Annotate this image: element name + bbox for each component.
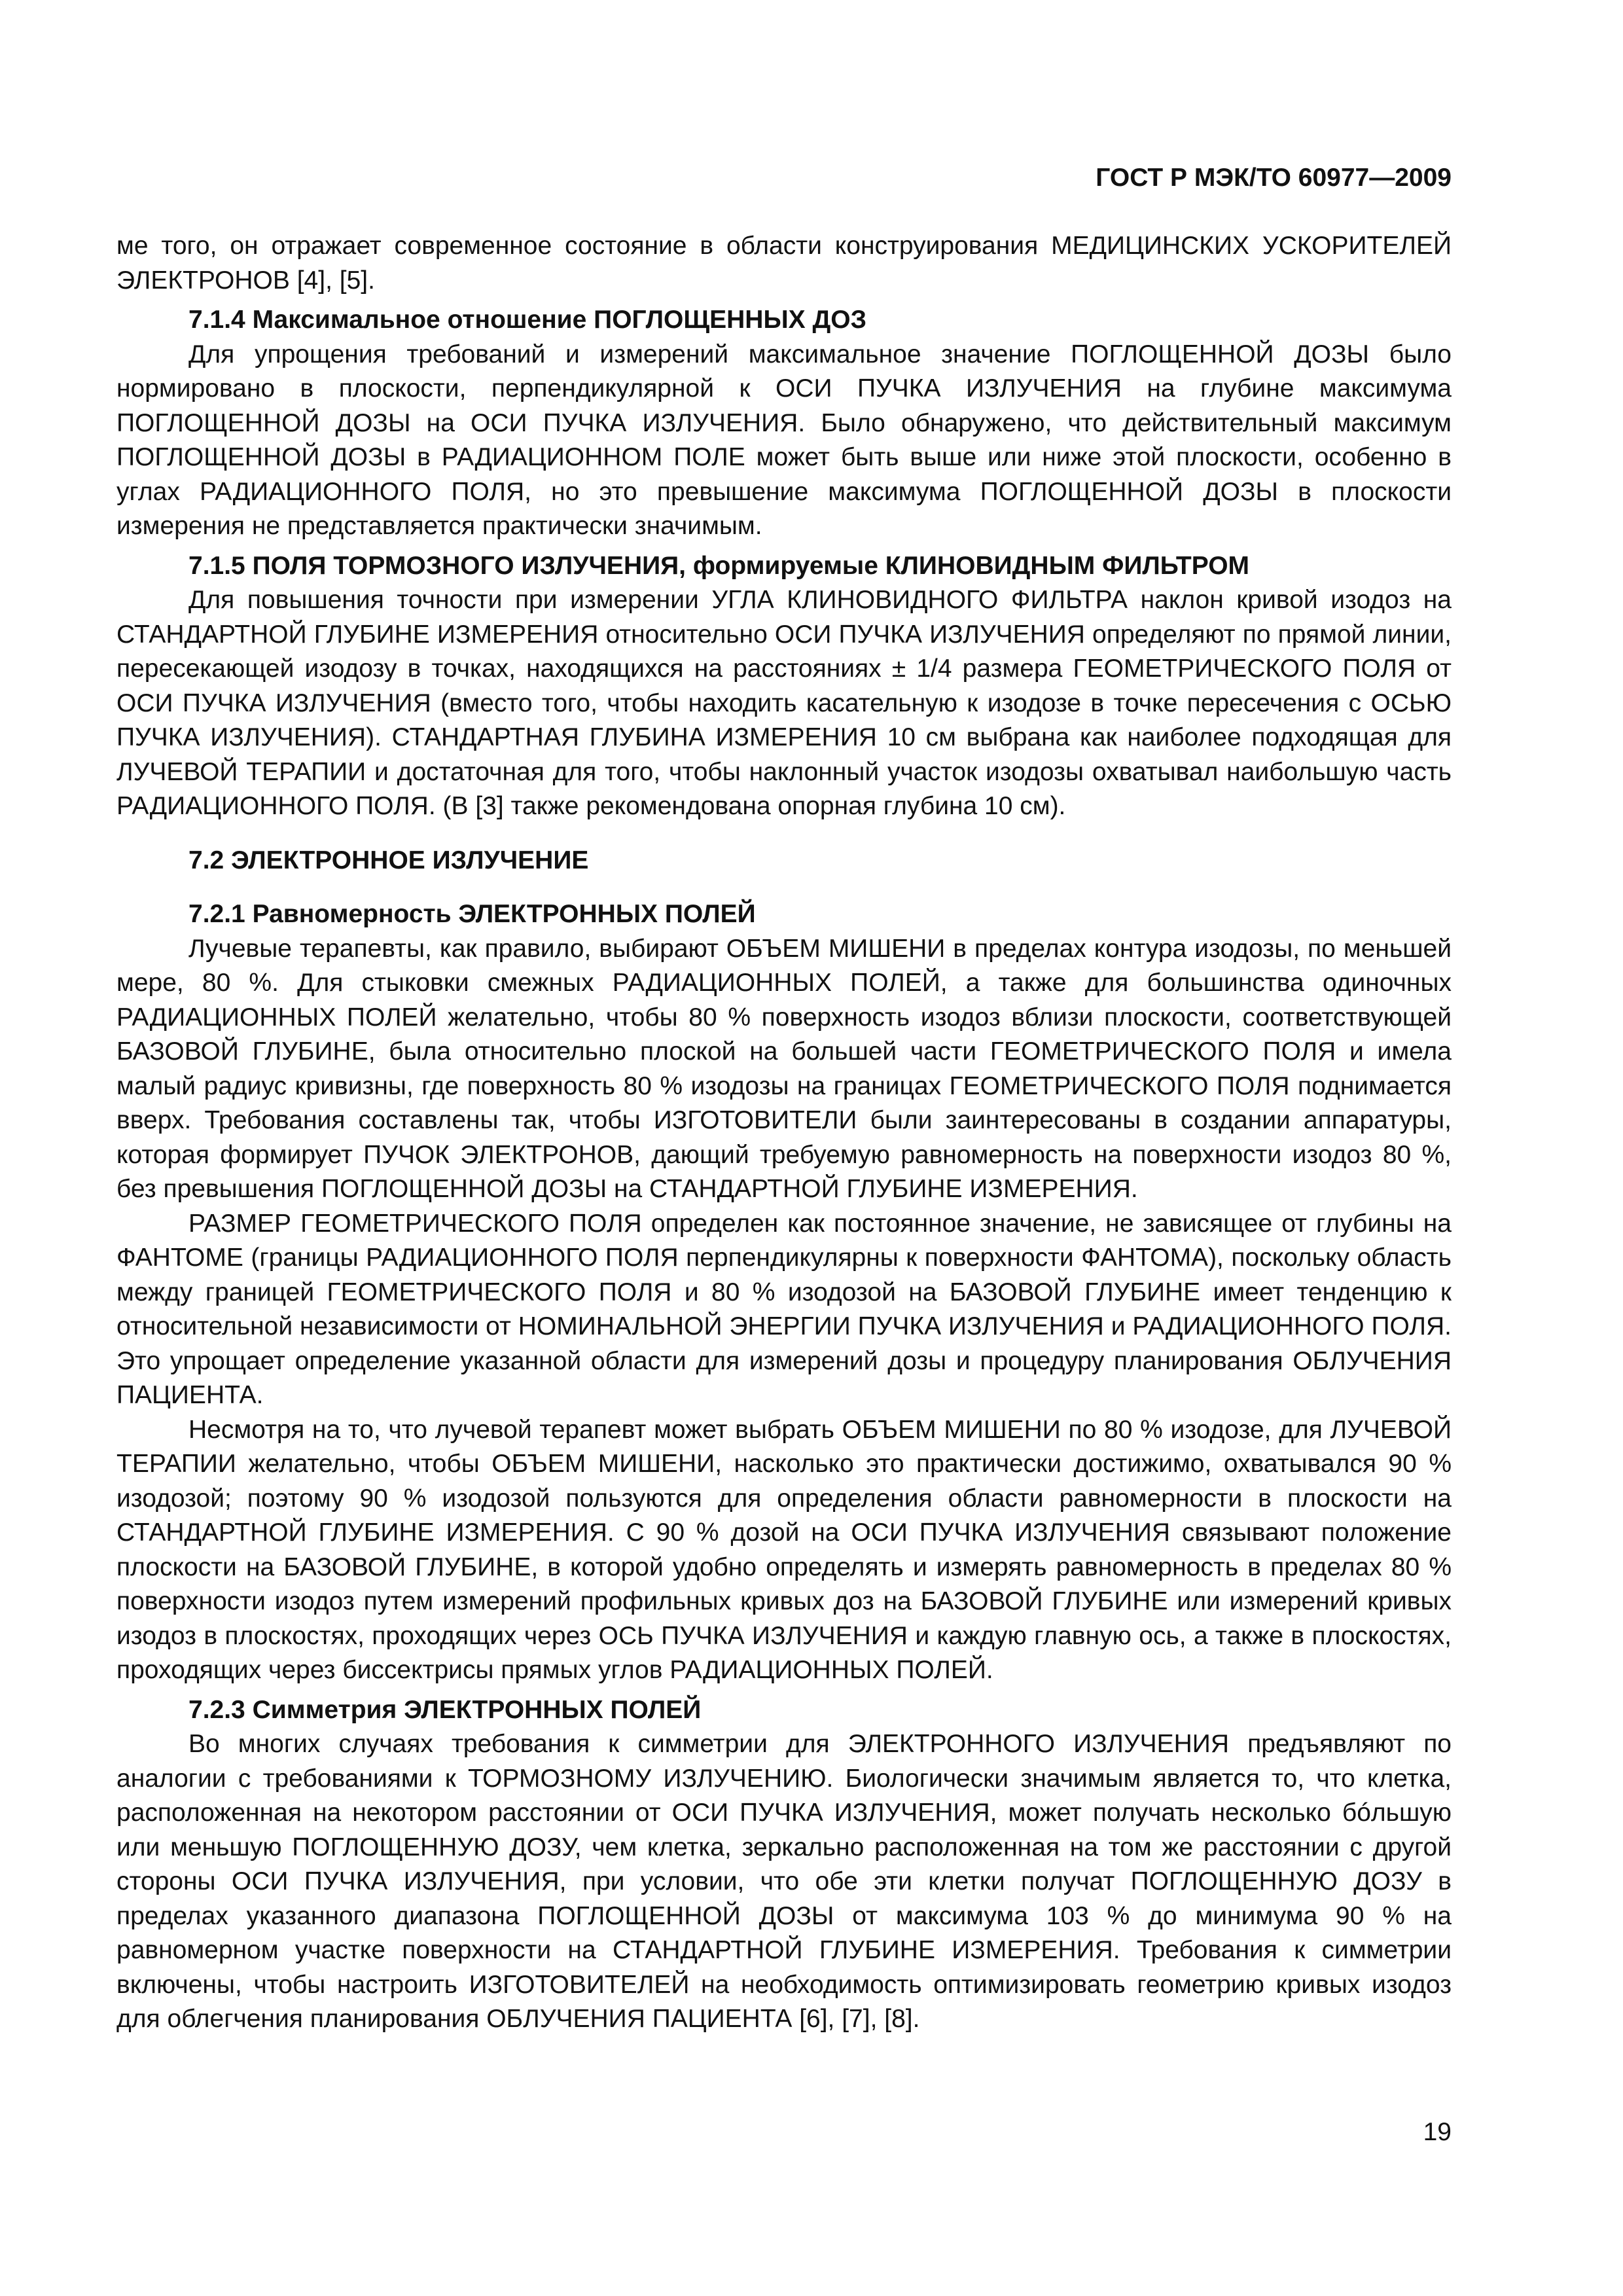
heading-7-2: 7.2 ЭЛЕКТРОННОЕ ИЗЛУЧЕНИЕ xyxy=(188,846,589,874)
body-text xyxy=(116,229,1452,2037)
paragraph: Для упрощения требований и измерений максимальное значение ПОГЛОЩЕННОЙ ДОЗЫ было нормировано в плоскости, перпендикулярной к ОСИ ПУЧКА ИЗЛУЧЕНИЯ на глубине максимума ПОГЛОЩЕННОЙ ДОЗЫ на ОСИ ПУЧКА ИЗЛУЧЕНИЯ. Было обнаружено, что действительный максимум ПОГЛОЩЕННОЙ ДОЗЫ в РАДИАЦИОННОМ ПОЛЕ может быть выше или ниже этой плоскости, особенно в углах РАДИАЦИОННОГО ПОЛЯ, но это превышение максимума ПОГЛОЩЕННОЙ ДОЗЫ в плоскости измерения не представляется практически значимым. xyxy=(116,340,1452,540)
heading-7-2-3: 7.2.3 Симметрия ЭЛЕКТРОННЫХ ПОЛЕЙ xyxy=(188,1695,702,1724)
paragraph-continuation: ме того, он отражает современное состояние в области конструирования МЕДИЦИНСКИХ УСКОРИТЕЛЕЙ ЭЛЕКТРОНОВ [4], [5]. xyxy=(116,232,1452,295)
paragraph: Во многих случаях требования к симметрии для ЭЛЕКТРОННОГО ИЗЛУЧЕНИЯ предъявляют по аналогии с требованиями к ТОРМОЗНОМУ ИЗЛУЧЕНИЮ. Биологически значимым является то, что клетка, расположенная на некотором расстоянии от ОСИ ПУЧКА ИЗЛУЧЕНИЯ, может получать несколько бóльшую или меньшую ПОГЛОЩЕННУЮ ДОЗУ, чем клетка, зеркально расположенная на том же расстоянии с другой стороны ОСИ ПУЧКА ИЗЛУЧЕНИЯ, при условии, что обе эти клетки получат ПОГЛОЩЕННУЮ ДОЗУ в пределах указанного диапазона ПОГЛОЩЕННОЙ ДОЗЫ от максимума 103 % до минимума 90 % на равномерном участке поверхности на СТАНДАРТНОЙ ГЛУБИНЕ ИЗМЕРЕНИЯ. Требования к симметрии включены, чтобы настроить ИЗГОТОВИТЕЛЕЙ на необходимость оптимизировать геометрию кривых изодоз для облегчения планирования ОБЛУЧЕНИЯ ПАЦИЕНТА [6], [7], [8]. xyxy=(116,1730,1452,2033)
document-page xyxy=(116,0,1452,2296)
heading-7-2-1: 7.2.1 Равномерность ЭЛЕКТРОННЫХ ПОЛЕЙ xyxy=(188,900,756,928)
page-number: 19 xyxy=(1423,2118,1452,2146)
paragraph: РАЗМЕР ГЕОМЕТРИЧЕСКОГО ПОЛЯ определен как постоянное значение, не зависящее от глубины на ФАНТОМЕ (границы РАДИАЦИОННОГО ПОЛЯ перпендикулярны к поверхности ФАНТОМА), поскольку область между границей ГЕОМЕТРИЧЕСКОГО ПОЛЯ и 80 % изодозой на БАЗОВОЙ ГЛУБИНЕ имеет тенденцию к относительной независимости от НОМИНАЛЬНОЙ ЭНЕРГИИ ПУЧКА ИЗЛУЧЕНИЯ и РАДИАЦИОННОГО ПОЛЯ. Это упрощает определение указанной области для измерений дозы и процедуру планирования ОБЛУЧЕНИЯ ПАЦИЕНТА. xyxy=(116,1209,1452,1409)
paragraph: Лучевые терапевты, как правило, выбирают ОБЪЕМ МИШЕНИ в пределах контура изодозы, по меньшей мере, 80 %. Для стыковки смежных РАДИАЦИОННЫХ ПОЛЕЙ, а также для большинства одиночных РАДИАЦИОННЫХ ПОЛЕЙ желательно, чтобы 80 % поверхность изодоз вблизи плоскости, соответствующей БАЗОВОЙ ГЛУБИНЕ, была относительно плоской на большей части ГЕОМЕТРИЧЕСКОГО ПОЛЯ и имела малый радиус кривизны, где поверхность 80 % изодозы на границах ГЕОМЕТРИЧЕСКОГО ПОЛЯ поднимается вверх. Требования составлены так, чтобы ИЗГОТОВИТЕЛИ были заинтересованы в создании аппаратуры, которая формирует ПУЧОК ЭЛЕКТРОНОВ, дающий требуемую равномерность на поверхности изодоз 80 %, без превышения ПОГЛОЩЕННОЙ ДОЗЫ на СТАНДАРТНОЙ ГЛУБИНЕ ИЗМЕРЕНИЯ. xyxy=(116,934,1452,1203)
running-header: ГОСТ Р МЭК/ТО 60977—2009 xyxy=(1096,164,1452,192)
paragraph: Несмотря на то, что лучевой терапевт может выбрать ОБЪЕМ МИШЕНИ по 80 % изодозе, для ЛУЧЕВОЙ ТЕРАПИИ желательно, чтобы ОБЪЕМ МИШЕНИ, насколько это практически достижимо, охватывался 90 % изодозой; поэтому 90 % изодозой пользуются для определения области равномерности в плоскости на СТАНДАРТНОЙ ГЛУБИНЕ ИЗМЕРЕНИЯ. С 90 % дозой на ОСИ ПУЧКА ИЗЛУЧЕНИЯ связывают положение плоскости на БАЗОВОЙ ГЛУБИНЕ, в которой удобно определять и измерять равномерность в пределах 80 % поверхности изодоз путем измерений профильных кривых доз на БАЗОВОЙ ГЛУБИНЕ или измерений кривых изодоз в плоскостях, проходящих через ОСЬ ПУЧКА ИЗЛУЧЕНИЯ и каждую главную ось, а также в плоскостях, проходящих через биссектрисы прямых углов РАДИАЦИОННЫХ ПОЛЕЙ. xyxy=(116,1415,1452,1684)
heading-7-1-5: 7.1.5 ПОЛЯ ТОРМОЗНОГО ИЗЛУЧЕНИЯ, формируемые КЛИНОВИДНЫМ ФИЛЬТРОМ xyxy=(188,551,1250,580)
paragraph: Для повышения точности при измерении УГЛА КЛИНОВИДНОГО ФИЛЬТРА наклон кривой изодоз на СТАНДАРТНОЙ ГЛУБИНЕ ИЗМЕРЕНИЯ относительно ОСИ ПУЧКА ИЗЛУЧЕНИЯ определяют по прямой линии, пересекающей изодозу в точках, находящихся на расстояниях ± 1/4 размера ГЕОМЕТРИЧЕСКОГО ПОЛЯ от ОСИ ПУЧКА ИЗЛУЧЕНИЯ (вместо того, чтобы находить касательную к изодозе в точке пересечения с ОСЬЮ ПУЧКА ИЗЛУЧЕНИЯ). СТАНДАРТНАЯ ГЛУБИНА ИЗМЕРЕНИЯ 10 см выбрана как наиболее подходящая для ЛУЧЕВОЙ ТЕРАПИИ и достаточная для того, чтобы наклонный участок изодозы охватывал наибольшую часть РАДИАЦИОННОГО ПОЛЯ. (В [3] также рекомендована опорная глубина 10 см). xyxy=(116,586,1452,820)
heading-7-1-4: 7.1.4 Максимальное отношение ПОГЛОЩЕННЫХ ДОЗ xyxy=(188,306,867,334)
